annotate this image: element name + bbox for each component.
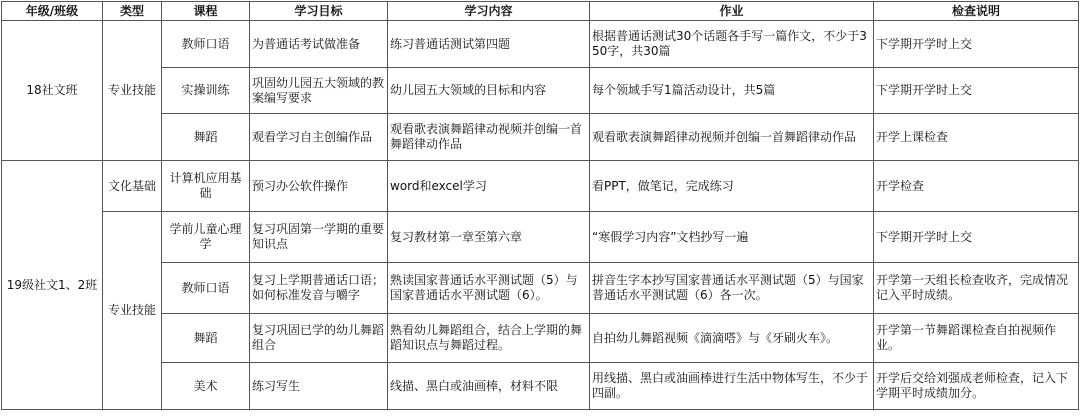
header-check: 检查说明 (874, 2, 1079, 21)
check-cell: 下学期开学时上交 (874, 21, 1079, 68)
type-cell: 专业技能 (103, 212, 162, 410)
goal-cell: 巩固幼儿园五大领域的教案编写要求 (250, 68, 388, 114)
check-cell: 下学期开学时上交 (874, 68, 1079, 114)
content-cell: 练习普通话测试第四题 (388, 21, 590, 68)
goal-cell: 练习写生 (250, 363, 388, 410)
homework-cell: “寒假学习内容”文档抄写一遍 (590, 212, 874, 263)
homework-cell: 每个领域手写1篇活动设计，共5篇 (590, 68, 874, 114)
type-cell: 专业技能 (103, 21, 162, 161)
goal-cell: 预习办公软件操作 (250, 161, 388, 212)
check-cell: 下学期开学时上交 (874, 212, 1079, 263)
check-cell: 开学第一节舞蹈课检查自拍视频作业。 (874, 314, 1079, 363)
header-homework: 作业 (590, 2, 874, 21)
course-cell: 舞蹈 (162, 114, 250, 161)
content-cell: 复习教材第一章至第六章 (388, 212, 590, 263)
table-row (2, 212, 1079, 263)
content-cell: 熟读国家普通话水平测试题（5）与国家普通话水平测试题（6）。 (388, 263, 590, 314)
course-cell: 教师口语 (162, 263, 250, 314)
class-cell: 19级社文1、2班 (2, 161, 103, 410)
homework-cell: 拼音生字本抄写国家普通话水平测试题（5）与国家普通话水平测试题（6）各一次。 (590, 263, 874, 314)
check-cell: 开学上课检查 (874, 114, 1079, 161)
class-cell: 18社文班 (2, 21, 103, 161)
goal-cell: 复习巩固第一学期的重要知识点 (250, 212, 388, 263)
check-cell: 开学检查 (874, 161, 1079, 212)
course-cell: 美术 (162, 363, 250, 410)
goal-cell: 复习上学期普通话口语；如何标准发音与嚼字 (250, 263, 388, 314)
course-cell: 实操训练 (162, 68, 250, 114)
course-cell: 教师口语 (162, 21, 250, 68)
content-cell: word和excel学习 (388, 161, 590, 212)
goal-cell: 为普通话考试做准备 (250, 21, 388, 68)
homework-table (1, 1, 1079, 410)
homework-cell: 根据普通话测试30个话题各手写一篇作文，不少于350字，共30篇 (590, 21, 874, 68)
homework-cell: 自拍幼儿舞蹈视频《滴滴嗒》与《牙刷火车》。 (590, 314, 874, 363)
table-row (2, 363, 1079, 410)
table-row (2, 161, 1079, 212)
course-cell: 舞蹈 (162, 314, 250, 363)
table-row (2, 114, 1079, 161)
table-row (2, 263, 1079, 314)
header-course: 课程 (162, 2, 250, 21)
table-row (2, 314, 1079, 363)
check-cell: 开学后交给刘强成老师检查，记入下学期平时成绩加分。 (874, 363, 1079, 410)
header-goal: 学习目标 (250, 2, 388, 21)
table-row (2, 21, 1079, 68)
header-content: 学习内容 (388, 2, 590, 21)
table-row (2, 68, 1079, 114)
header-class: 年级/班级 (2, 2, 103, 21)
goal-cell: 复习巩固已学的幼儿舞蹈组合 (250, 314, 388, 363)
goal-cell: 观看学习自主创编作品 (250, 114, 388, 161)
content-cell: 熟看幼儿舞蹈组合，结合上学期的舞蹈知识点与舞蹈过程。 (388, 314, 590, 363)
type-cell: 文化基础 (103, 161, 162, 212)
content-cell: 幼儿园五大领域的目标和内容 (388, 68, 590, 114)
header-type: 类型 (103, 2, 162, 21)
content-cell: 观看歌表演舞蹈律动视频并创编一首舞蹈律动作品 (388, 114, 590, 161)
header-row (2, 2, 1079, 21)
homework-cell: 观看歌表演舞蹈律动视频并创编一首舞蹈律动作品 (590, 114, 874, 161)
course-cell: 计算机应用基础 (162, 161, 250, 212)
homework-cell: 看PPT，做笔记，完成练习 (590, 161, 874, 212)
homework-cell: 用线描、黑白或油画棒进行生活中物体写生，不少于四副。 (590, 363, 874, 410)
check-cell: 开学第一天组长检查收齐，完成情况记入平时成绩。 (874, 263, 1079, 314)
course-cell: 学前儿童心理学 (162, 212, 250, 263)
content-cell: 线描、黑白或油画棒，材料不限 (388, 363, 590, 410)
